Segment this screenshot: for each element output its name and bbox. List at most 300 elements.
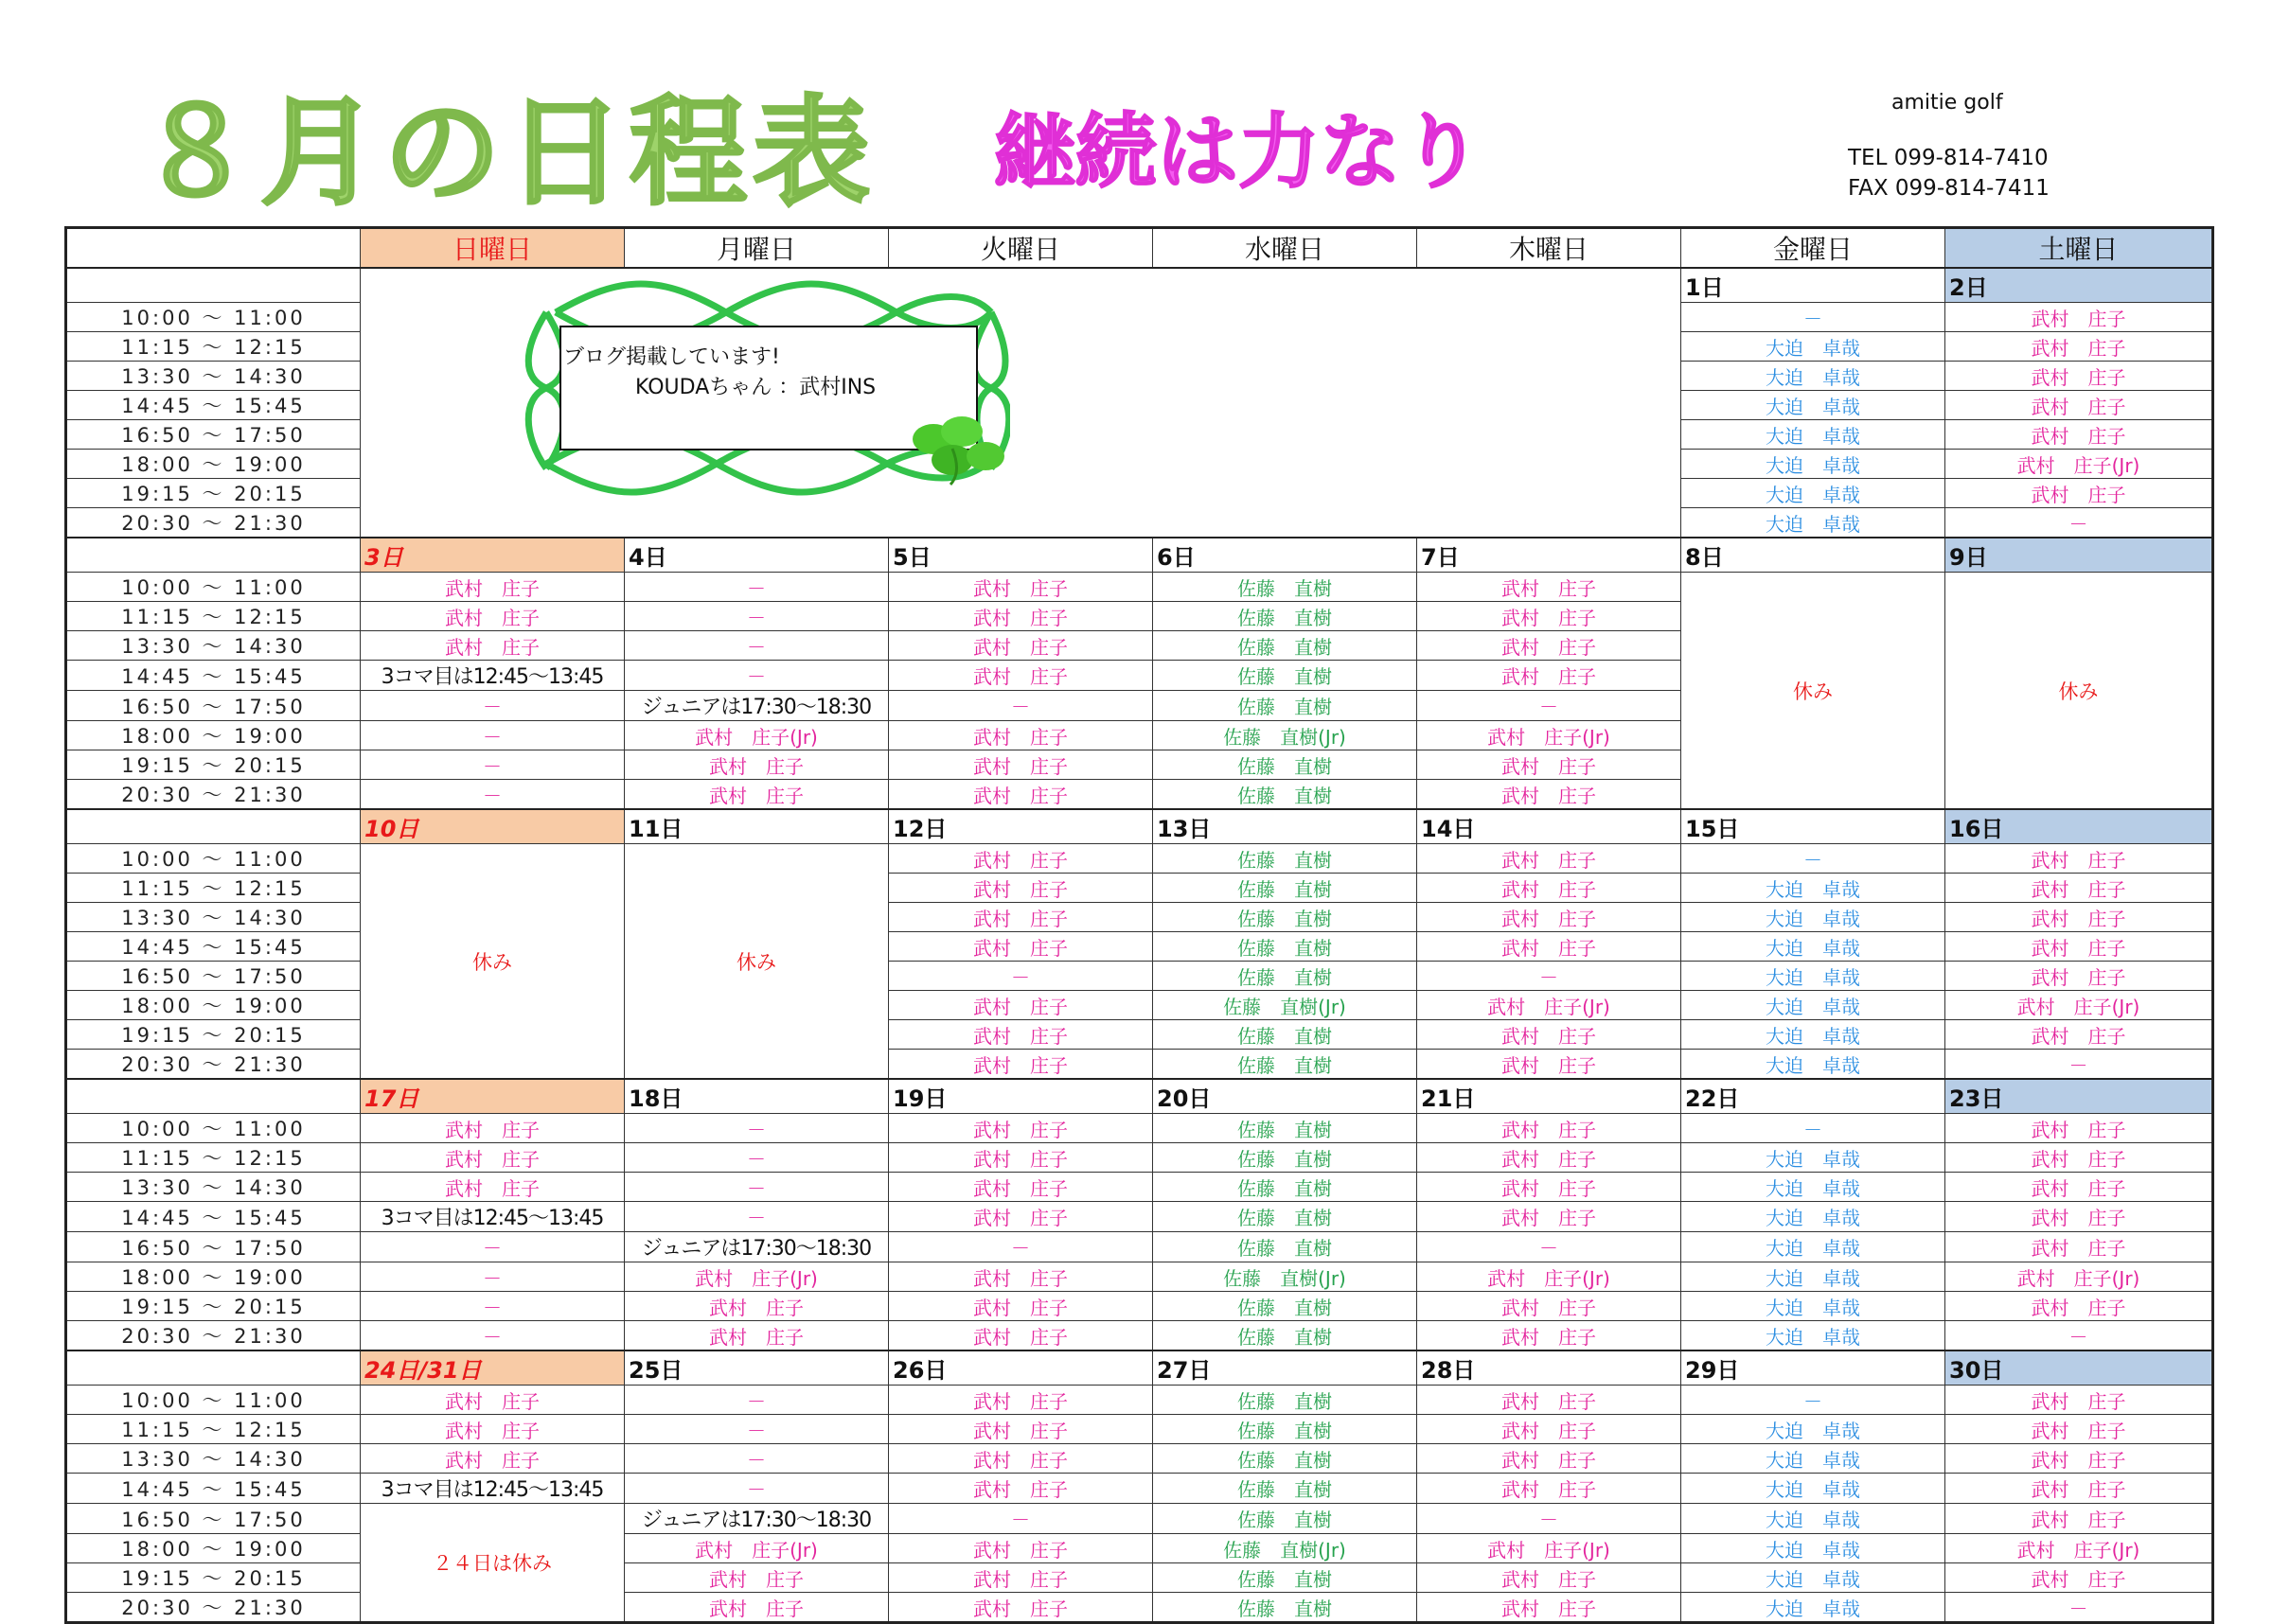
lesson-slot: －: [889, 1232, 1153, 1262]
time-slot-row: [66, 1202, 2213, 1232]
closed-day-cell: 休み: [625, 844, 889, 1080]
lesson-slot: 武村 庄子: [361, 573, 625, 602]
time-slot-label: 11:15 ～ 12:15: [66, 874, 361, 903]
lesson-slot: －: [625, 631, 889, 661]
date-label: 5日: [889, 538, 1153, 573]
lesson-slot: 武村 庄子: [1945, 1292, 2213, 1321]
four-leaf-clover-icon: [896, 411, 1009, 486]
lesson-slot: 3コマ目は12:45～13:45: [361, 661, 625, 691]
time-slot-label: 16:50 ～ 17:50: [66, 1504, 361, 1534]
lesson-slot: 大迫 卓哉: [1681, 1232, 1945, 1262]
time-slot-row: [66, 1143, 2213, 1173]
lesson-slot: 武村 庄子: [889, 780, 1153, 810]
weekday-header-friday: 金曜日: [1681, 228, 1945, 269]
lesson-slot: 武村 庄子: [1417, 661, 1681, 691]
time-slot-label: 10:00 ～ 11:00: [66, 573, 361, 602]
lesson-slot: 佐藤 直樹: [1153, 1173, 1417, 1202]
week-label-row: [66, 809, 2213, 844]
lesson-slot: 武村 庄子: [889, 1386, 1153, 1415]
date-label: 12日: [889, 809, 1153, 844]
lesson-slot: 武村 庄子: [1417, 602, 1681, 631]
lesson-slot: 大迫 卓哉: [1681, 508, 1945, 538]
date-label: 19日: [889, 1079, 1153, 1114]
weekday-header-thursday: 木曜日: [1417, 228, 1681, 269]
lesson-slot: 佐藤 直樹: [1153, 1202, 1417, 1232]
lesson-slot: 大迫 卓哉: [1681, 1593, 1945, 1623]
lesson-slot: 佐藤 直樹: [1153, 750, 1417, 780]
lesson-slot: 大迫 卓哉: [1681, 479, 1945, 508]
weekday-header-saturday: 土曜日: [1945, 228, 2213, 269]
slogan: 継続は力なり: [994, 105, 1482, 200]
lesson-slot: 佐藤 直樹(Jr): [1153, 1534, 1417, 1563]
lesson-slot: 佐藤 直樹: [1153, 932, 1417, 962]
date-label: 17日: [361, 1079, 625, 1114]
lesson-slot: 3コマ目は12:45～13:45: [361, 1474, 625, 1504]
lesson-slot: 大迫 卓哉: [1681, 1292, 1945, 1321]
date-label: 21日: [1417, 1079, 1681, 1114]
lesson-slot: 大迫 卓哉: [1681, 332, 1945, 362]
lesson-slot: 武村 庄子: [625, 750, 889, 780]
lesson-slot: 佐藤 直樹: [1153, 903, 1417, 932]
lesson-slot: 大迫 卓哉: [1681, 991, 1945, 1020]
lesson-slot: 武村 庄子: [889, 1050, 1153, 1080]
lesson-slot: 武村 庄子: [889, 1173, 1153, 1202]
phone-number: TEL 099-814-7410: [1848, 146, 2049, 170]
lesson-slot: 佐藤 直樹: [1153, 1474, 1417, 1504]
lesson-slot: 佐藤 直樹: [1153, 1114, 1417, 1143]
date-label: 26日: [889, 1350, 1153, 1386]
weekday-header-tuesday: 火曜日: [889, 228, 1153, 269]
lesson-slot: 武村 庄子: [1417, 1563, 1681, 1593]
lesson-slot: 武村 庄子: [1945, 479, 2213, 508]
lesson-slot: 武村 庄子: [889, 1202, 1153, 1232]
lesson-slot: 武村 庄子: [889, 1114, 1153, 1143]
lesson-slot: 武村 庄子(Jr): [1945, 1262, 2213, 1292]
date-label: 10日: [361, 809, 625, 844]
lesson-slot: 武村 庄子: [889, 1321, 1153, 1351]
week-label-row: [66, 538, 2213, 573]
lesson-slot: －: [625, 1415, 889, 1444]
lesson-slot: 佐藤 直樹: [1153, 573, 1417, 602]
lesson-slot: 武村 庄子: [1945, 1474, 2213, 1504]
lesson-slot: 武村 庄子: [1417, 1386, 1681, 1415]
time-slot-label: 18:00 ～ 19:00: [66, 1534, 361, 1563]
lesson-slot: 武村 庄子: [1417, 1321, 1681, 1351]
date-label: 9日: [1945, 538, 2213, 573]
time-column-blank: [66, 538, 361, 573]
time-slot-row: [66, 1262, 2213, 1292]
lesson-slot: －: [625, 1202, 889, 1232]
lesson-slot: 佐藤 直樹: [1153, 844, 1417, 874]
lesson-slot: －: [361, 750, 625, 780]
date-label: 11日: [625, 809, 889, 844]
lesson-slot: 武村 庄子: [1417, 1143, 1681, 1173]
lesson-slot: 武村 庄子: [1417, 874, 1681, 903]
date-label: 7日: [1417, 538, 1681, 573]
lesson-slot: 佐藤 直樹: [1153, 1386, 1417, 1415]
lesson-slot: 武村 庄子: [1945, 420, 2213, 450]
time-slot-label: 19:15 ～ 20:15: [66, 1020, 361, 1050]
lesson-slot: －: [361, 1262, 625, 1292]
time-slot-row: [66, 1386, 2213, 1415]
lesson-slot: 武村 庄子(Jr): [625, 1534, 889, 1563]
lesson-slot: 武村 庄子: [1945, 1504, 2213, 1534]
lesson-slot: 武村 庄子: [625, 1321, 889, 1351]
lesson-slot: 武村 庄子(Jr): [625, 721, 889, 750]
lesson-slot: 武村 庄子: [1417, 1114, 1681, 1143]
lesson-slot: 武村 庄子(Jr): [625, 1262, 889, 1292]
time-slot-label: 16:50 ～ 17:50: [66, 1232, 361, 1262]
lesson-slot: －: [625, 602, 889, 631]
lesson-slot: －: [625, 1386, 889, 1415]
lesson-slot: 大迫 卓哉: [1681, 1444, 1945, 1474]
lesson-slot: 武村 庄子: [1417, 1415, 1681, 1444]
schedule-body: [66, 268, 2213, 1623]
lesson-slot: 武村 庄子: [625, 780, 889, 810]
schedule-table: [64, 226, 2214, 1624]
lesson-slot: 佐藤 直樹: [1153, 874, 1417, 903]
time-slot-label: 18:00 ～ 19:00: [66, 450, 361, 479]
lesson-slot: 武村 庄子: [889, 903, 1153, 932]
lesson-slot: 武村 庄子: [889, 1534, 1153, 1563]
lesson-slot: 武村 庄子: [1945, 332, 2213, 362]
lesson-slot: －: [361, 780, 625, 810]
time-slot-label: 20:30 ～ 21:30: [66, 1321, 361, 1351]
lesson-slot: 武村 庄子: [1417, 1444, 1681, 1474]
lesson-slot: 武村 庄子: [1417, 780, 1681, 810]
time-slot-label: 18:00 ～ 19:00: [66, 1262, 361, 1292]
lesson-slot: 佐藤 直樹: [1153, 631, 1417, 661]
lesson-slot: －: [1945, 1050, 2213, 1080]
lesson-slot: 大迫 卓哉: [1681, 874, 1945, 903]
lesson-slot: 武村 庄子: [889, 602, 1153, 631]
time-slot-row: [66, 1444, 2213, 1474]
time-slot-label: 19:15 ～ 20:15: [66, 1563, 361, 1593]
lesson-slot: 武村 庄子: [1945, 1020, 2213, 1050]
lesson-slot: 佐藤 直樹: [1153, 962, 1417, 991]
lesson-slot: 佐藤 直樹: [1153, 1444, 1417, 1474]
lesson-slot: 武村 庄子: [1945, 391, 2213, 420]
lesson-slot: 大迫 卓哉: [1681, 903, 1945, 932]
lesson-slot: 武村 庄子: [1945, 1232, 2213, 1262]
lesson-slot: 大迫 卓哉: [1681, 420, 1945, 450]
time-slot-label: 10:00 ～ 11:00: [66, 303, 361, 332]
lesson-slot: －: [361, 1292, 625, 1321]
lesson-slot: 武村 庄子: [889, 631, 1153, 661]
lesson-slot: 大迫 卓哉: [1681, 362, 1945, 391]
date-label: 27日: [1153, 1350, 1417, 1386]
lesson-slot: 大迫 卓哉: [1681, 1050, 1945, 1080]
lesson-slot: 武村 庄子(Jr): [1417, 1262, 1681, 1292]
lesson-slot: 武村 庄子: [1945, 903, 2213, 932]
lesson-slot: 武村 庄子: [625, 1292, 889, 1321]
time-slot-row: [66, 1173, 2213, 1202]
lesson-slot: 佐藤 直樹: [1153, 602, 1417, 631]
time-slot-label: 11:15 ～ 12:15: [66, 332, 361, 362]
time-slot-label: 11:15 ～ 12:15: [66, 1143, 361, 1173]
company-name: amitie golf: [1891, 91, 2003, 115]
lesson-slot: 武村 庄子(Jr): [1417, 991, 1681, 1020]
time-slot-label: 20:30 ～ 21:30: [66, 780, 361, 810]
time-column-blank: [66, 268, 361, 303]
lesson-slot: 佐藤 直樹: [1153, 1321, 1417, 1351]
date-label: 6日: [1153, 538, 1417, 573]
time-slot-label: 19:15 ～ 20:15: [66, 479, 361, 508]
time-slot-row: [66, 1292, 2213, 1321]
lesson-slot: 武村 庄子: [1417, 1474, 1681, 1504]
date-label: 29日: [1681, 1350, 1945, 1386]
date-label: 16日: [1945, 809, 2213, 844]
time-column-header: [66, 228, 361, 269]
lesson-slot: －: [1945, 1321, 2213, 1351]
lesson-slot: 武村 庄子: [889, 1262, 1153, 1292]
lesson-slot: －: [1417, 1232, 1681, 1262]
date-label: 8日: [1681, 538, 1945, 573]
week-label-row: [66, 1079, 2213, 1114]
week-label-row: [66, 268, 2213, 303]
lesson-slot: －: [361, 1321, 625, 1351]
lesson-slot: 武村 庄子: [1417, 1292, 1681, 1321]
time-slot-label: 13:30 ～ 14:30: [66, 903, 361, 932]
time-slot-label: 16:50 ～ 17:50: [66, 420, 361, 450]
lesson-slot: 佐藤 直樹: [1153, 1050, 1417, 1080]
time-slot-row: [66, 1114, 2213, 1143]
lesson-slot: 佐藤 直樹(Jr): [1153, 721, 1417, 750]
time-column-blank: [66, 1079, 361, 1114]
time-slot-label: 13:30 ～ 14:30: [66, 631, 361, 661]
weekday-header-wednesday: 水曜日: [1153, 228, 1417, 269]
lesson-slot: 佐藤 直樹: [1153, 1292, 1417, 1321]
lesson-slot: 大迫 卓哉: [1681, 1415, 1945, 1444]
date-label: 2日: [1945, 268, 2213, 303]
lesson-slot: 佐藤 直樹: [1153, 1504, 1417, 1534]
lesson-slot: 佐藤 直樹: [1153, 691, 1417, 721]
lesson-slot: 大迫 卓哉: [1681, 932, 1945, 962]
lesson-slot: 武村 庄子: [889, 874, 1153, 903]
lesson-slot: 武村 庄子: [1945, 1386, 2213, 1415]
lesson-slot: －: [625, 1474, 889, 1504]
lesson-slot: ジュニアは17:30～18:30: [625, 691, 889, 721]
weekday-header-sunday: 日曜日: [361, 228, 625, 269]
time-slot-label: 16:50 ～ 17:50: [66, 962, 361, 991]
lesson-slot: 武村 庄子: [361, 602, 625, 631]
time-slot-label: 10:00 ～ 11:00: [66, 1386, 361, 1415]
lesson-slot: 武村 庄子: [1417, 573, 1681, 602]
lesson-slot: 大迫 卓哉: [1681, 1173, 1945, 1202]
lesson-slot: 佐藤 直樹: [1153, 661, 1417, 691]
lesson-slot: 武村 庄子: [1945, 932, 2213, 962]
lesson-slot: 武村 庄子: [1945, 1444, 2213, 1474]
lesson-slot: 武村 庄子: [1417, 932, 1681, 962]
lesson-slot: 大迫 卓哉: [1681, 450, 1945, 479]
lesson-slot: 武村 庄子: [1417, 903, 1681, 932]
lesson-slot: 武村 庄子(Jr): [1945, 450, 2213, 479]
lesson-slot: 武村 庄子: [1945, 1563, 2213, 1593]
lesson-slot: 武村 庄子: [361, 1415, 625, 1444]
time-slot-label: 13:30 ～ 14:30: [66, 1173, 361, 1202]
lesson-slot: －: [889, 1504, 1153, 1534]
lesson-slot: 武村 庄子: [361, 1444, 625, 1474]
lesson-slot: 武村 庄子: [1417, 1202, 1681, 1232]
lesson-slot: 佐藤 直樹(Jr): [1153, 1262, 1417, 1292]
closed-day-cell: 休み: [1945, 573, 2213, 810]
date-label: 25日: [625, 1350, 889, 1386]
lesson-slot: 佐藤 直樹: [1153, 1143, 1417, 1173]
time-slot-label: 18:00 ～ 19:00: [66, 721, 361, 750]
fax-number: FAX 099-814-7411: [1848, 176, 2050, 201]
time-slot-row: [66, 1232, 2213, 1262]
lesson-slot: 武村 庄子: [361, 1114, 625, 1143]
lesson-slot: 佐藤 直樹: [1153, 1020, 1417, 1050]
lesson-slot: 武村 庄子: [1945, 1415, 2213, 1444]
lesson-slot: 武村 庄子(Jr): [1945, 991, 2213, 1020]
time-slot-label: 10:00 ～ 11:00: [66, 844, 361, 874]
time-slot-label: 20:30 ～ 21:30: [66, 1050, 361, 1080]
weekday-header-monday: 月曜日: [625, 228, 889, 269]
lesson-slot: 武村 庄子: [889, 1474, 1153, 1504]
lesson-slot: 大迫 卓哉: [1681, 1504, 1945, 1534]
lesson-slot: 3コマ目は12:45～13:45: [361, 1202, 625, 1232]
time-slot-label: 11:15 ～ 12:15: [66, 1415, 361, 1444]
week-label-row: [66, 1350, 2213, 1386]
time-slot-row: [66, 1321, 2213, 1351]
date-label: 14日: [1417, 809, 1681, 844]
lesson-slot: 大迫 卓哉: [1681, 1534, 1945, 1563]
date-label: 23日: [1945, 1079, 2213, 1114]
lesson-slot: 武村 庄子: [889, 721, 1153, 750]
lesson-slot: －: [1945, 508, 2213, 538]
lesson-slot: －: [1417, 691, 1681, 721]
page-title: ８月の日程表: [137, 85, 877, 221]
time-slot-row: [66, 573, 2213, 602]
closed-day-note: ２４日は休み: [361, 1504, 625, 1623]
time-column-blank: [66, 809, 361, 844]
time-slot-label: 14:45 ～ 15:45: [66, 932, 361, 962]
lesson-slot: 武村 庄子: [889, 1143, 1153, 1173]
closed-day-cell: 休み: [1681, 573, 1945, 810]
time-slot-row: [66, 1415, 2213, 1444]
blog-notice-line2: KOUDAちゃん ：武村INS: [635, 376, 877, 399]
lesson-slot: 武村 庄子: [1417, 1020, 1681, 1050]
lesson-slot: －: [889, 691, 1153, 721]
time-slot-label: 18:00 ～ 19:00: [66, 991, 361, 1020]
lesson-slot: －: [1681, 1386, 1945, 1415]
lesson-slot: 武村 庄子: [889, 1563, 1153, 1593]
lesson-slot: 武村 庄子: [1417, 750, 1681, 780]
lesson-slot: －: [1681, 1114, 1945, 1143]
blog-notice-line1: ブログ掲載しています!: [563, 345, 780, 369]
lesson-slot: －: [625, 661, 889, 691]
lesson-slot: 大迫 卓哉: [1681, 1020, 1945, 1050]
lesson-slot: 佐藤 直樹: [1153, 1563, 1417, 1593]
lesson-slot: －: [625, 573, 889, 602]
lesson-slot: 武村 庄子: [1417, 631, 1681, 661]
time-slot-label: 20:30 ～ 21:30: [66, 1593, 361, 1623]
lesson-slot: 佐藤 直樹: [1153, 780, 1417, 810]
lesson-slot: 大迫 卓哉: [1681, 1563, 1945, 1593]
lesson-slot: 武村 庄子: [361, 1143, 625, 1173]
lesson-slot: 大迫 卓哉: [1681, 1321, 1945, 1351]
lesson-slot: 武村 庄子: [889, 991, 1153, 1020]
time-slot-label: 14:45 ～ 15:45: [66, 391, 361, 420]
date-label: 13日: [1153, 809, 1417, 844]
lesson-slot: 武村 庄子: [889, 1292, 1153, 1321]
lesson-slot: －: [625, 1114, 889, 1143]
lesson-slot: 武村 庄子: [1945, 1173, 2213, 1202]
time-slot-label: 13:30 ～ 14:30: [66, 362, 361, 391]
time-slot-label: 14:45 ～ 15:45: [66, 1474, 361, 1504]
lesson-slot: 武村 庄子: [1417, 1593, 1681, 1623]
lesson-slot: 武村 庄子: [1945, 362, 2213, 391]
lesson-slot: 武村 庄子: [1417, 1050, 1681, 1080]
lesson-slot: －: [889, 962, 1153, 991]
lesson-slot: －: [1681, 303, 1945, 332]
lesson-slot: 武村 庄子: [361, 1386, 625, 1415]
lesson-slot: 佐藤 直樹: [1153, 1232, 1417, 1262]
time-slot-label: 19:15 ～ 20:15: [66, 1292, 361, 1321]
lesson-slot: 武村 庄子(Jr): [1417, 1534, 1681, 1563]
lesson-slot: 大迫 卓哉: [1681, 1262, 1945, 1292]
lesson-slot: －: [1417, 962, 1681, 991]
time-slot-label: 11:15 ～ 12:15: [66, 602, 361, 631]
time-slot-row: [66, 1474, 2213, 1504]
lesson-slot: 武村 庄子: [361, 1173, 625, 1202]
lesson-slot: 武村 庄子: [889, 932, 1153, 962]
lesson-slot: －: [625, 1444, 889, 1474]
lesson-slot: 武村 庄子: [889, 1444, 1153, 1474]
time-slot-row: [66, 844, 2213, 874]
lesson-slot: 武村 庄子: [889, 661, 1153, 691]
date-label: 3日: [361, 538, 625, 573]
lesson-slot: 武村 庄子: [889, 844, 1153, 874]
lesson-slot: 武村 庄子: [1945, 1202, 2213, 1232]
lesson-slot: 武村 庄子: [889, 1020, 1153, 1050]
lesson-slot: －: [625, 1173, 889, 1202]
blog-notice-area: [361, 268, 1681, 538]
lesson-slot: 武村 庄子: [889, 750, 1153, 780]
date-label: 30日: [1945, 1350, 2213, 1386]
lesson-slot: 武村 庄子: [625, 1563, 889, 1593]
lesson-slot: 武村 庄子: [1417, 1173, 1681, 1202]
lesson-slot: 武村 庄子: [625, 1593, 889, 1623]
lesson-slot: 大迫 卓哉: [1681, 391, 1945, 420]
time-slot-label: 13:30 ～ 14:30: [66, 1444, 361, 1474]
lesson-slot: 佐藤 直樹: [1153, 1415, 1417, 1444]
closed-day-cell: 休み: [361, 844, 625, 1080]
time-slot-label: 19:15 ～ 20:15: [66, 750, 361, 780]
lesson-slot: 武村 庄子: [1417, 844, 1681, 874]
lesson-slot: 武村 庄子(Jr): [1945, 1534, 2213, 1563]
date-label: 24日/31日: [361, 1350, 625, 1386]
time-column-blank: [66, 1350, 361, 1386]
lesson-slot: －: [361, 721, 625, 750]
lesson-slot: 武村 庄子(Jr): [1417, 721, 1681, 750]
lesson-slot: －: [1945, 1593, 2213, 1623]
lesson-slot: ジュニアは17:30～18:30: [625, 1232, 889, 1262]
lesson-slot: －: [625, 1143, 889, 1173]
time-slot-label: 10:00 ～ 11:00: [66, 1114, 361, 1143]
lesson-slot: 武村 庄子: [1945, 874, 2213, 903]
date-label: 4日: [625, 538, 889, 573]
lesson-slot: 大迫 卓哉: [1681, 1474, 1945, 1504]
date-label: 22日: [1681, 1079, 1945, 1114]
lesson-slot: －: [1417, 1504, 1681, 1534]
lesson-slot: 佐藤 直樹(Jr): [1153, 991, 1417, 1020]
date-label: 15日: [1681, 809, 1945, 844]
lesson-slot: 武村 庄子: [889, 573, 1153, 602]
lesson-slot: 武村 庄子: [1945, 303, 2213, 332]
date-label: 28日: [1417, 1350, 1681, 1386]
